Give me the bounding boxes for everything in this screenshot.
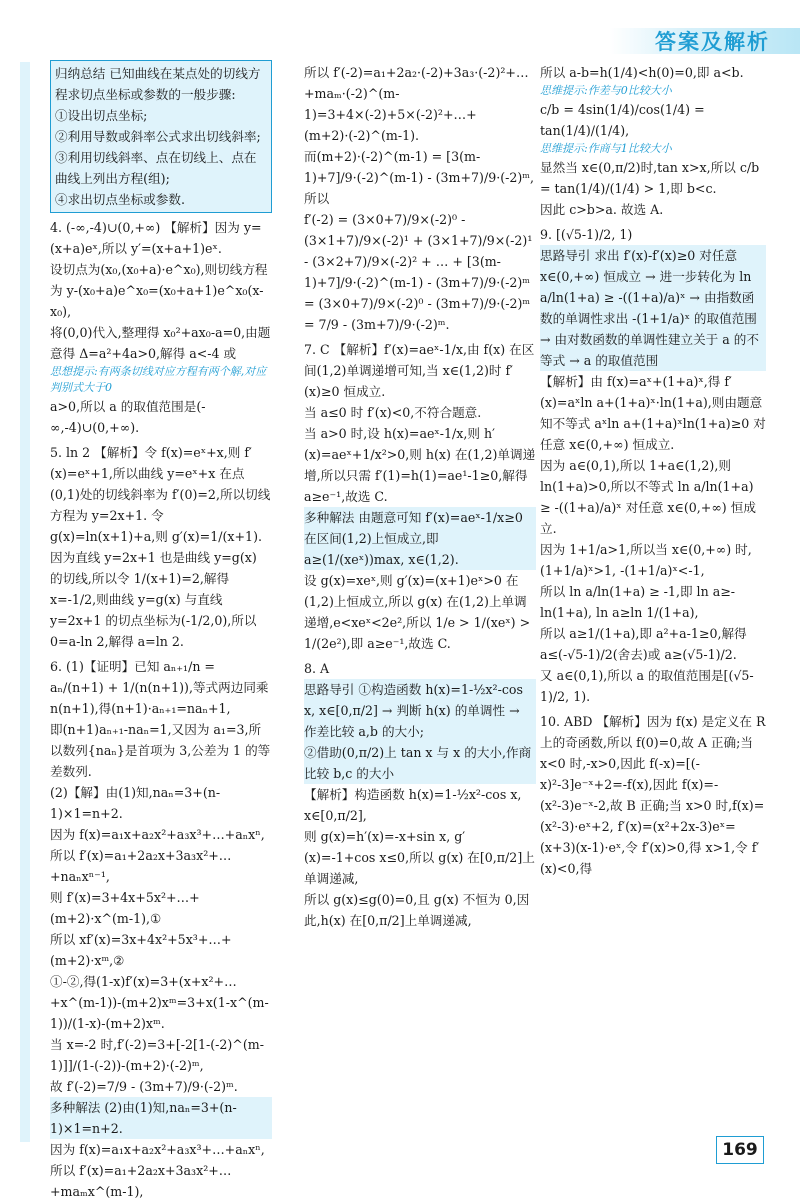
question-answer: 4. (-∞,-4)∪(0,+∞) 【解析】因为 y=(x+a)eˣ,所以 y′=(x+a+1)eˣ. <box>50 220 262 256</box>
solution-line: 所以 a≥1/(1+a),即 a²+a-1≥0,解得 a≤(-√5-1)/2(舍去)或 a≥(√5-1)/2. <box>540 626 747 662</box>
solution-line: 又 a∈(0,1),所以 a 的取值范围是[(√5-1)/2, 1). <box>540 668 754 704</box>
question-answer: 5. ln 2 【解析】令 f(x)=eˣ+x,则 f′(x)=eˣ+1,所以曲线 y=eˣ+x 在点(0,1)处的切线斜率为 f′(0)=2,所以切线方程为 y=2x+1. 令 g(x)=ln(x+1)+a,则 g′(x)=1/(x+1). 因为直线 y=2x+1 也是曲线 y=g(x) 的切线,所以令 1/(x+1)=2,解得 x=-1/2,则曲线 y=g(x) 与直线 y=2x+1 的切点坐标为(-1/2,0),所以 0=a-ln 2,解得 a=ln 2. <box>50 445 271 649</box>
summary-line: ②利用导数或斜率公式求出切线斜率; <box>55 129 261 144</box>
column-2 <box>304 62 536 931</box>
solution-line: f′(-2) = (3×0+7)/9×(-2)⁰ - (3×1+7)/9×(-2)¹ + (3×1+7)/9×(-2)¹ - (3×2+7)/9×(-2)² + … + [3(m-1)+7]/9·(-2)^(m-1) - (3m+7)/9·(-2)ᵐ = (3×0+7)/9×(-2)⁰ - (3m+7)/9·(-2)ᵐ = 7/9 - (3m+7)/9·(-2)ᵐ. <box>304 212 533 332</box>
summary-line: ①设出切点坐标; <box>55 108 148 123</box>
solution-line: 显然当 x∈(0,π/2)时,tan x>x,所以 c/b = tan(1/4)/(1/4) > 1,即 b<c. <box>540 160 760 196</box>
solution-guide: 思路导引 求出 f′(x)-f′(x)≥0 对任意 x∈(0,+∞) 恒成立 → 进一步转化为 ln a/ln(1+a) ≥ -((1+a)/a)ˣ → 由指数函数的单调性求出 -(1+1/a)ˣ 的取值范围 → 由对数函数的单调性建立关于 a 的不等式 → a 的取值范围 <box>540 245 766 371</box>
solution-line: 因为 1+1/a>1,所以当 x∈(0,+∞) 时,(1+1/a)ˣ>1, -(1+1/a)ˣ<-1, <box>540 542 752 578</box>
section-title: 答案及解析 <box>655 30 770 54</box>
solution-line: 所以 a-b=h(1/4)<h(0)=0,即 a<b. <box>540 65 744 80</box>
solution-line: ①-②,得(1-x)f′(x)=3+(x+x²+…+x^(m-1))-(m+2)xᵐ=3+x(1-x^(m-1))/(1-x)-(m+2)xᵐ. <box>50 974 269 1031</box>
column-3 <box>540 62 766 879</box>
solution-guide: ②借助(0,π/2)上 tan x 与 x 的大小,作商比较 b,c 的大小 <box>304 742 536 784</box>
solution-line: 因为 a∈(0,1),所以 1+a∈(1,2),则 ln(1+a)>0,所以不等式 ln a/ln(1+a) ≥ -((1+a)/a)ˣ 对任意 x∈(0,+∞) 恒成立. <box>540 458 756 536</box>
column-1 <box>50 62 272 1202</box>
solution-line: 设切点为(x₀,(x₀+a)·e^x₀),则切线方程为 y-(x₀+a)e^x₀=(x₀+a+1)e^x₀(x-x₀), <box>50 262 268 319</box>
summary-line: 归纳总结 已知曲线在某点处的切线方程求切点坐标或参数的一般步骤: <box>55 66 261 102</box>
solution-line: c/b = 4sin(1/4)/cos(1/4) = tan(1/4)/(1/4), <box>540 102 705 138</box>
page-header <box>0 0 800 56</box>
solution-line: 【解析】构造函数 h(x)=1-½x²-cos x, x∈[0,π/2], <box>304 787 522 823</box>
thinking-note: 思想提示:有两条切线对应方程有两个解,对应判别式大于0 <box>50 365 267 394</box>
solution-line: 将(0,0)代入,整理得 x₀²+ax₀-a=0,由题意得 Δ=a²+4a>0,解得 a<-4 或 <box>50 325 271 361</box>
solution-line: 而(m+2)·(-2)^(m-1) = [3(m-1)+7]/9·(-2)^(m-1) - (3m+7)/9·(-2)ᵐ,所以 <box>304 149 535 206</box>
solution-line: 因此 c>b>a. 故选 A. <box>540 202 664 217</box>
solution-line: 则 g(x)=h′(x)=-x+sin x, g′(x)=-1+cos x≤0,所以 g(x) 在[0,π/2]上单调递减, <box>304 829 535 886</box>
solution-line: 当 x=-2 时,f′(-2)=3+[-2[1-(-2)^(m-1)]]/(1-(-2))-(m+2)·(-2)ᵐ, <box>50 1037 264 1073</box>
question-answer: 10. ABD 【解析】因为 f(x) 是定义在 R 上的奇函数,所以 f(0)=0,故 A 正确;当 x<0 时,-x>0,因此 f(-x)=[(-x)²-3]e⁻ˣ+2=-f(x),因此 f(x)=-(x²-3)e⁻ˣ-2,故 B 正确;当 x>0 时,f(x)=(x²-3)·eˣ+2, f′(x)=(x²+2x-3)eˣ=(x+3)(x-1)·eˣ,令 f′(x)>0,得 x>1,令 f′(x)<0,得 <box>540 714 766 876</box>
margin-strip <box>20 62 30 1142</box>
solution-line: 所以 f′(-2)=a₁+2a₂·(-2)+3a₃·(-2)²+…+maₘ·(-2)^(m-1)=3+4×(-2)+5×(-2)²+…+(m+2)·(-2)^(m-1). <box>304 65 529 143</box>
summary-line: ④求出切点坐标或参数. <box>55 192 185 207</box>
page-number: 169 <box>716 1136 764 1164</box>
question-answer: 8. A <box>304 661 330 676</box>
solution-line: 【解析】由 f(x)=aˣ+(1+a)ˣ,得 f′(x)=aˣln a+(1+a)ˣ·ln(1+a),则由题意知不等式 aˣln a+(1+a)ˣln(1+a)≥0 对任意 x∈(0,+∞) 恒成立. <box>540 374 766 452</box>
solution-line: 故 f′(-2)=7/9 - (3m+7)/9·(-2)ᵐ. <box>50 1079 238 1094</box>
alternative-solution: 多种解法 由题意可知 f′(x)=aeˣ-1/x≥0 在区间(1,2)上恒成立,即 a≥(1/(xeˣ))max, x∈(1,2). <box>304 507 536 570</box>
summary-line: ③利用切线斜率、点在切线上、点在曲线上列出方程(组); <box>55 150 257 186</box>
thinking-note: 思维提示:作差与0比较大小 <box>540 84 672 97</box>
summary-box <box>50 60 272 213</box>
question-answer: 9. [(√5-1)/2, 1) <box>540 227 633 242</box>
solution-guide: 思路导引 ①构造函数 h(x)=1-½x²-cos x, x∈[0,π/2] → 判断 h(x) 的单调性 → 作差比较 a,b 的大小; <box>304 679 536 742</box>
solution-line: 因为 f(x)=a₁x+a₂x²+a₃x³+…+aₙxⁿ,所以 f′(x)=a₁+2a₂x+3a₃x²+…+maₘx^(m-1), <box>50 1142 265 1199</box>
solution-line: 所以 ln a/ln(1+a) ≥ -1,即 ln a≥-ln(1+a), ln a≥ln 1/(1+a), <box>540 584 736 620</box>
solution-line: 所以 xf′(x)=3x+4x²+5x³+…+(m+2)·xᵐ,② <box>50 932 232 968</box>
solution-line: 当 a>0 时,设 h(x)=aeˣ-1/x,则 h′(x)=aeˣ+1/x²>0,则 h(x) 在(1,2)单调递增,所以只需 f′(1)=h(1)=ae¹-1≥0,解得 a≥e⁻¹,故选 C. <box>304 426 536 504</box>
thinking-note: 思维提示:作商与1比较大小 <box>540 142 672 155</box>
solution-line: 设 g(x)=xeˣ,则 g′(x)=(x+1)eˣ>0 在(1,2)上恒成立,所以 g(x) 在(1,2)上单调递增,e<xeˣ<2e²,所以 1/e > 1/(xeˣ) > 1/(2e²),即 a≥e⁻¹,故选 C. <box>304 573 531 651</box>
solution-line: 因为 f(x)=a₁x+a₂x²+a₃x³+…+aₙxⁿ,所以 f′(x)=a₁+2a₂x+3a₃x²+…+naₙxⁿ⁻¹, <box>50 827 265 884</box>
solution-line: 当 a≤0 时 f′(x)<0,不符合题意. <box>304 405 482 420</box>
solution-line: a>0,所以 a 的取值范围是(-∞,-4)∪(0,+∞). <box>50 399 206 435</box>
solution-line: 则 f′(x)=3+4x+5x²+…+(m+2)·x^(m-1),① <box>50 890 200 926</box>
solution-line: (2)【解】由(1)知,naₙ=3+(n-1)×1=n+2. <box>50 785 221 821</box>
alternative-solution: 多种解法 (2)由(1)知,naₙ=3+(n-1)×1=n+2. <box>50 1097 272 1139</box>
question-answer: 6. (1)【证明】已知 aₙ₊₁/n = aₙ/(n+1) + 1/(n(n+1)),等式两边同乘 n(n+1),得(n+1)·aₙ₊₁=naₙ+1, <box>50 659 269 716</box>
question-answer: 7. C 【解析】f′(x)=aeˣ-1/x,由 f(x) 在区间(1,2)单调递增可知,当 x∈(1,2)时 f′(x)≥0 恒成立. <box>304 342 535 399</box>
solution-line: 即(n+1)aₙ₊₁-naₙ=1,又因为 a₁=3,所以数列{naₙ}是首项为 3,公差为 1 的等差数列. <box>50 722 271 779</box>
solution-line: 所以 g(x)≤g(0)=0,且 g(x) 不恒为 0,因此,h(x) 在[0,π/2]上单调递减, <box>304 892 530 928</box>
